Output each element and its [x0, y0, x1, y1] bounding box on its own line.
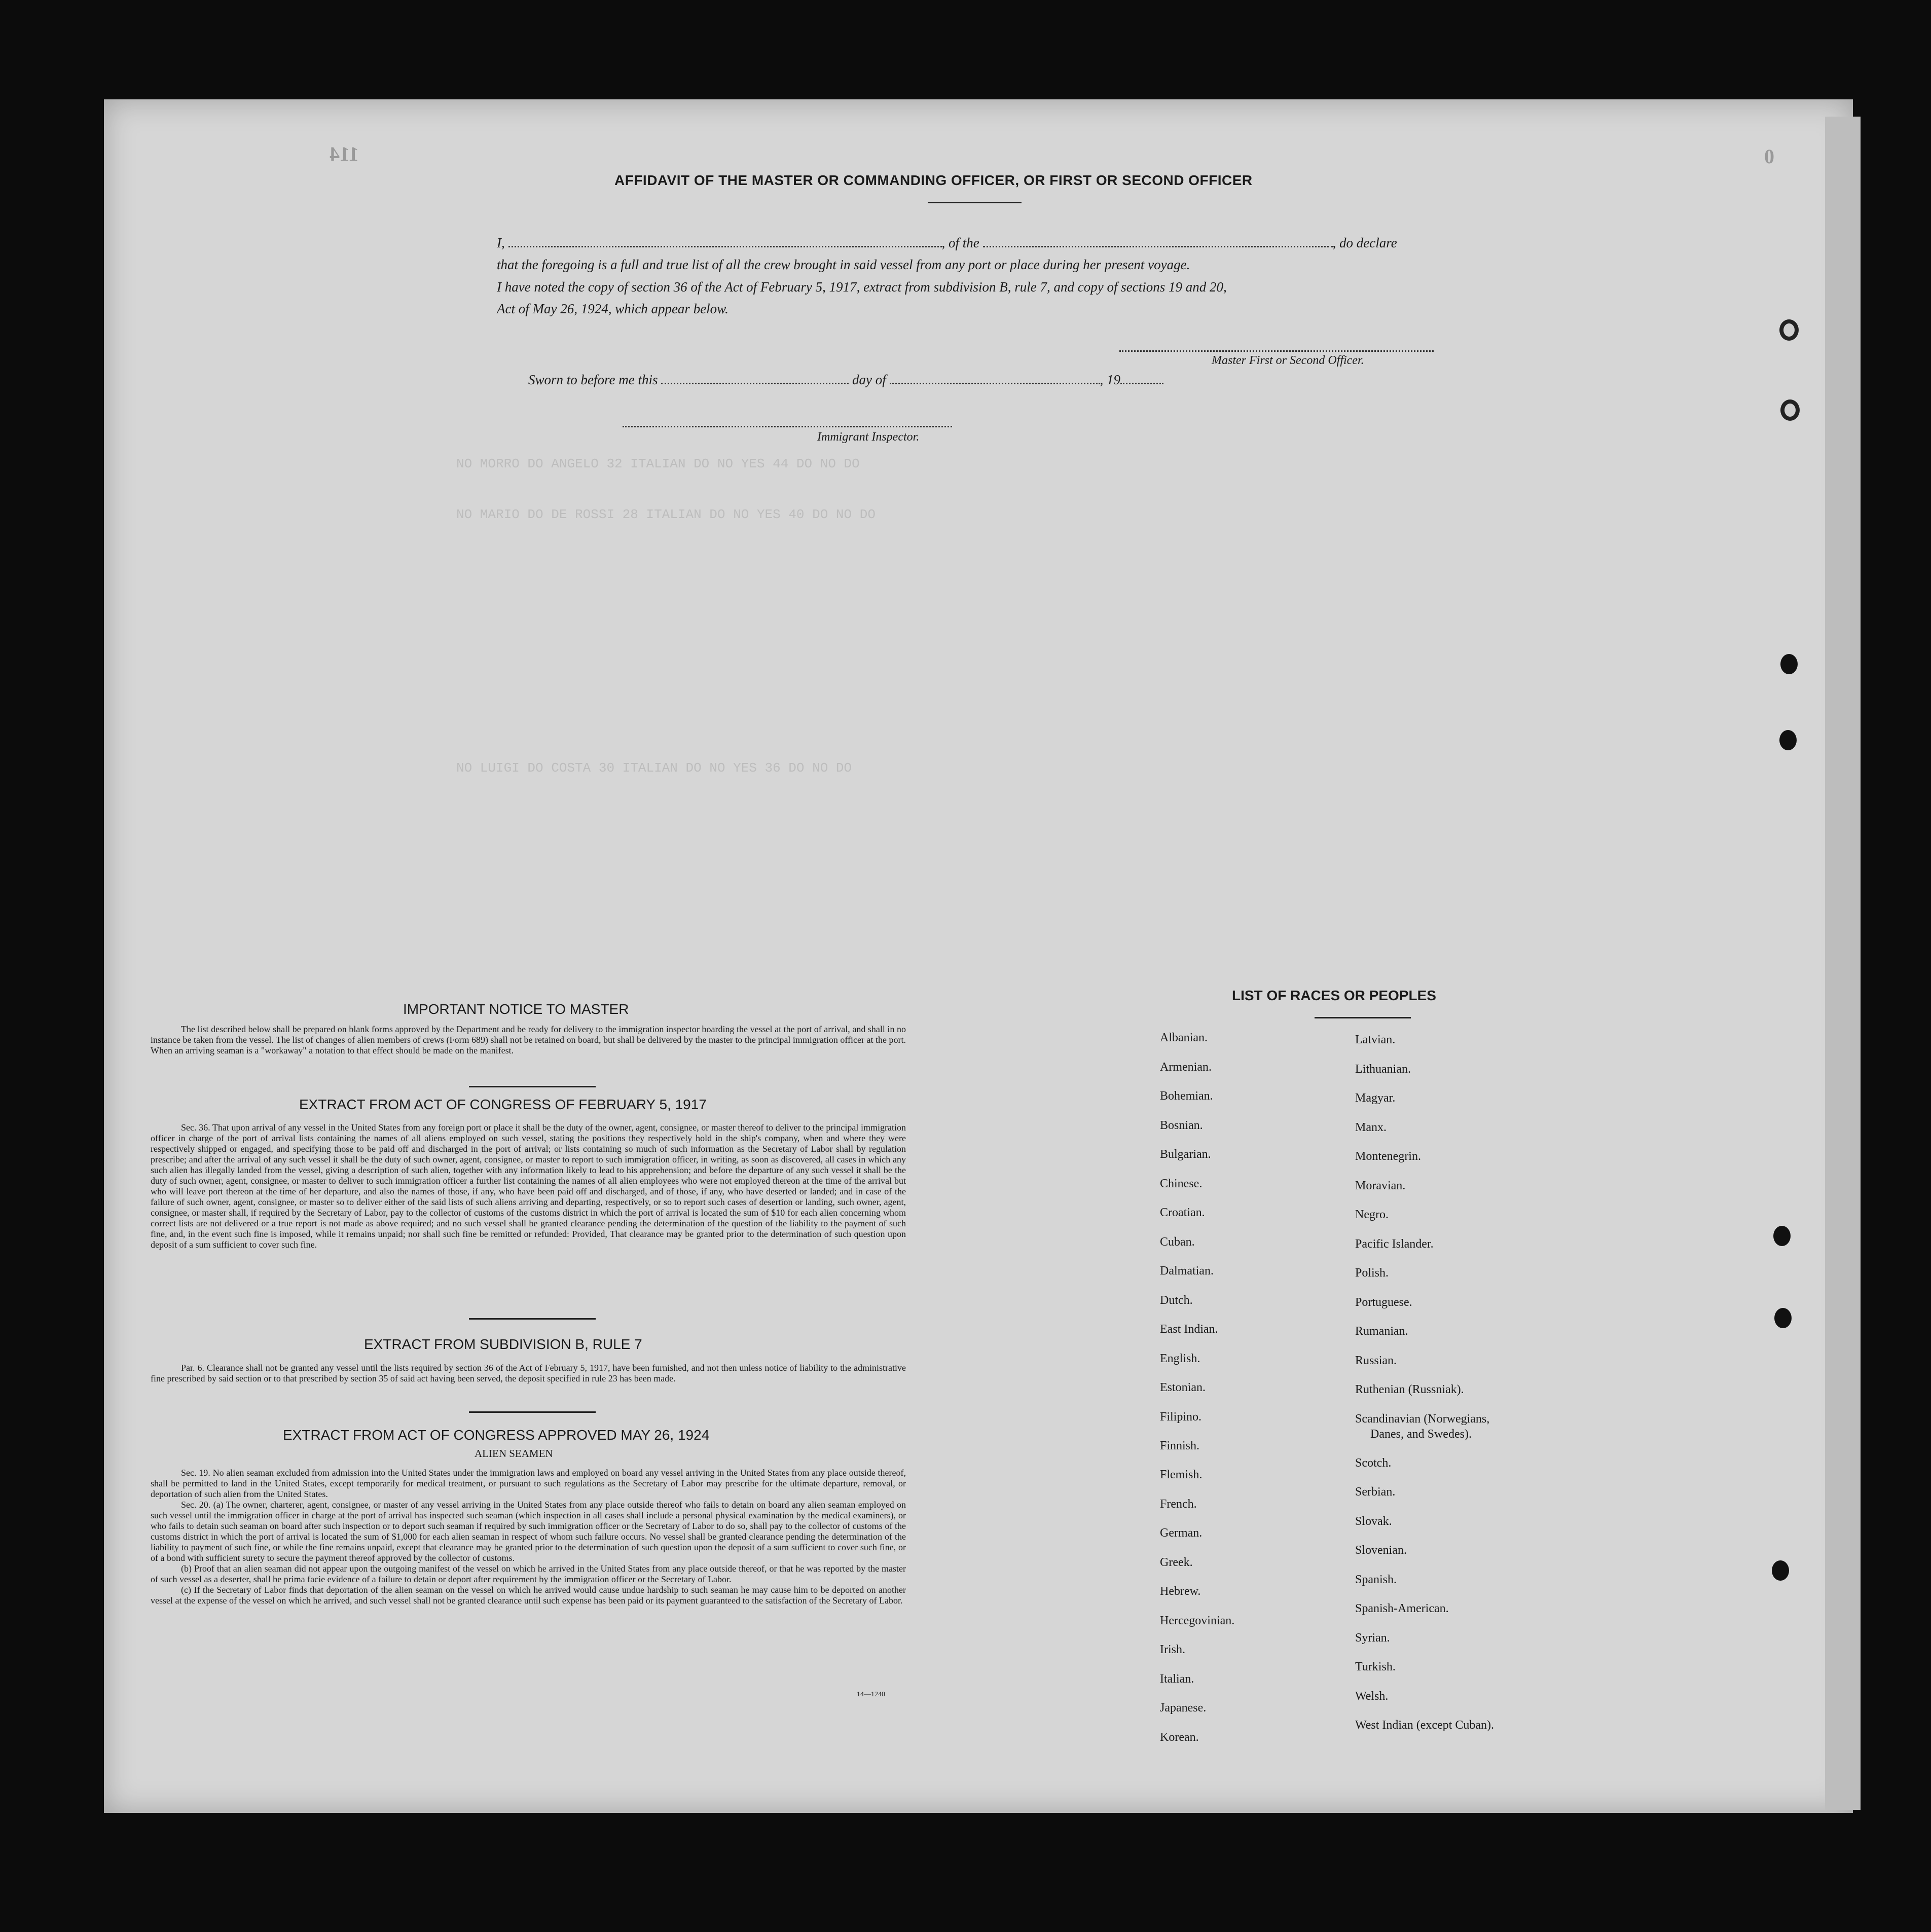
race-item: Turkish. — [1355, 1660, 1396, 1673]
race-item: Estonian. — [1160, 1381, 1206, 1394]
race-item: Dutch. — [1160, 1293, 1193, 1307]
year-prefix: , 19 — [1100, 372, 1120, 387]
sworn-text: Sworn to before me this — [528, 372, 658, 387]
divider — [469, 1411, 596, 1413]
race-item: French. — [1160, 1497, 1197, 1511]
vessel-field[interactable] — [983, 246, 1333, 247]
affidavit-declare: , do declare — [1332, 235, 1397, 250]
race-item: Manx. — [1355, 1120, 1387, 1134]
race-item: Syrian. — [1355, 1631, 1390, 1645]
races-left-column — [1160, 1031, 1234, 1760]
affidavit-title: AFFIDAVIT OF THE MASTER OR COMMANDING OFFICER, OR FIRST OR SECOND OFFICER — [614, 172, 1253, 188]
race-item: Pacific Islander. — [1355, 1237, 1434, 1251]
race-item: Rumanian. — [1355, 1325, 1408, 1338]
race-item: East Indian. — [1160, 1323, 1218, 1336]
page-edge — [1825, 117, 1861, 1810]
divider — [469, 1086, 596, 1087]
section-20b-paragraph: (b) Proof that an alien seaman did not appear upon the outgoing manifest of the vessel on which he arrived in the United States from any place outside thereof, or that he was reported by the master of such vessel as a deserter, shall be prima facie evidence of a failure to detain or deport after requirement by the immigration officer or the Secretary of Labor. — [151, 1563, 906, 1584]
punch-hole — [1780, 654, 1798, 674]
race-item: Filipino. — [1160, 1410, 1202, 1424]
signature-label: Master First or Second Officer. — [1212, 354, 1364, 367]
race-item: Ruthenian (Russniak). — [1355, 1383, 1464, 1396]
race-item: Moravian. — [1355, 1179, 1406, 1192]
name-field[interactable] — [508, 246, 942, 247]
rule-7-title: EXTRACT FROM SUBDIVISION B, RULE 7 — [364, 1336, 642, 1352]
divider — [928, 202, 1022, 203]
punch-hole — [1779, 730, 1797, 750]
race-item: Bosnian. — [1160, 1118, 1203, 1132]
affidavit-declaration-line — [497, 233, 1460, 252]
race-item: Lithuanian. — [1355, 1062, 1411, 1076]
race-item: Danes, and Swedes). — [1370, 1427, 1472, 1441]
race-item: German. — [1160, 1526, 1203, 1540]
section-19-paragraph: Sec. 19. No alien seaman excluded from admission into the United States under the immigration laws and employed on board any vessel arriving in the United States from any place outside thereof, shall be permitted to land in the United States, except temporarily for medical treatment, or pursuant to such regulations as the Secretary of Labor may prescribe for the ultimate departure, removal, or deportation of such alien from the United States. — [151, 1468, 906, 1499]
rule-7-paragraph: Par. 6. Clearance shall not be granted any vessel until the lists required by section 36 of the Act of February 5, 1917, have been furnished, and not then unless notice of liability to the administrative fine prescribed by said section or to that prescribed by section 35 of said act having been served, the deposit specified in rule 23 has been made. — [151, 1363, 906, 1383]
affidavit-line-4: Act of May 26, 1924, which appear below. — [497, 301, 728, 316]
notice-body — [151, 1024, 906, 1056]
punch-hole — [1780, 399, 1800, 421]
bleed-through-text: NO MARIO DO DE ROSSI 28 ITALIAN DO NO YES 40 DO NO DO — [456, 507, 876, 522]
bleed-through-text: NO MORRO DO ANGELO 32 ITALIAN DO NO YES 44 DO NO DO — [456, 456, 860, 471]
extract-1924-body — [151, 1468, 906, 1606]
day-of-text: day of — [852, 372, 886, 387]
inspector-label: Immigrant Inspector. — [817, 430, 920, 444]
affidavit-line-3: I have noted the copy of section 36 of the Act of February 5, 1917, extract from subdivision B, rule 7, and copy of sections 19 and 20, — [497, 279, 1227, 295]
section-20c-paragraph: (c) If the Secretary of Labor finds that deportation of the alien seaman on the vessel on which he arrived would cause undue hardship to such seaman he may cause him to be deported on another vessel at the expense of the vessel on which he arrived, and such vessel shall not be granted clearance until such expense has been paid or its payment guaranteed to the satisfaction of the Secretary of Labor. — [151, 1585, 906, 1606]
section-20a-paragraph: Sec. 20. (a) The owner, charterer, agent, consignee, or master of any vessel arriving in the United States from any place outside thereof who fails to detain on board any alien seaman employed on such vessel until the immigration officer in charge at the port of arrival has inspected such seaman (which inspection in all cases shall include a personal physical examination by the medical examiners), or who fails to detain such seaman on board after such inspection or to deport such seaman if required by such immigration officer or the Secretary of Labor to do so, shall pay to the collector of customs of the customs district in which the port of arrival is located the sum of $1,000 for each alien seaman in respect of whom such failure occurs. No vessel shall be granted clearance pending the determination of the liability to payment of such fine, or while the fine remains unpaid, except that clearance may be granted prior to the determination of such question upon the deposit of a sum sufficient to cover such fine, or of a bond with sufficient surety to secure the payment thereof approved by the collector of customs. — [151, 1500, 906, 1563]
extract-1924-title: EXTRACT FROM ACT OF CONGRESS APPROVED MAY 26, 1924 — [283, 1427, 710, 1443]
race-item: Dalmatian. — [1160, 1264, 1214, 1278]
race-item: Korean. — [1160, 1730, 1199, 1744]
alien-seamen-subtitle: ALIEN SEAMEN — [475, 1447, 553, 1460]
race-item: Hebrew. — [1160, 1585, 1201, 1598]
race-item: Scotch. — [1355, 1456, 1392, 1470]
affidavit-i: I, — [497, 235, 505, 250]
race-item: Armenian. — [1160, 1060, 1212, 1074]
race-item: West Indian (except Cuban). — [1355, 1719, 1494, 1732]
race-item: Chinese. — [1160, 1177, 1203, 1190]
sworn-day-field[interactable] — [661, 383, 849, 384]
race-item: Albanian. — [1160, 1031, 1208, 1044]
race-item: English. — [1160, 1352, 1200, 1365]
corner-mark: 0 — [1764, 145, 1774, 168]
affidavit-of-the: , of the — [941, 235, 979, 250]
race-item: Spanish. — [1355, 1573, 1397, 1586]
sworn-line — [528, 370, 1163, 389]
race-item: Japanese. — [1160, 1701, 1207, 1715]
bleed-through-text: NO LUIGI DO COSTA 30 ITALIAN DO NO YES 36 DO NO DO — [456, 760, 852, 776]
race-item: Cuban. — [1160, 1235, 1195, 1249]
race-item: Slovak. — [1355, 1514, 1392, 1528]
race-item: Flemish. — [1160, 1468, 1203, 1481]
races-right-column — [1355, 1033, 1494, 1748]
punch-hole — [1773, 1226, 1791, 1246]
notice-paragraph: The list described below shall be prepared on blank forms approved by the Department and be ready for delivery to the immigration inspector boarding the vessel at the port of arrival, and shall in no instance be taken from the vessel. The list of changes of alien members of crews (Form 689) shall not be retained on board, but shall be delivered by the master to the principal immigration officer at the port. When an arriving seaman is a "workaway" a notation to that effect should be made on the manifest. — [151, 1024, 906, 1055]
race-item: Finnish. — [1160, 1439, 1200, 1452]
race-item: Montenegrin. — [1355, 1150, 1421, 1163]
race-item: Magyar. — [1355, 1091, 1396, 1105]
race-item: Croatian. — [1160, 1206, 1205, 1219]
punch-hole — [1772, 1560, 1789, 1581]
race-item: Latvian. — [1355, 1033, 1396, 1046]
punch-hole — [1774, 1308, 1792, 1328]
race-item: Portuguese. — [1355, 1295, 1412, 1309]
race-item: Greek. — [1160, 1555, 1193, 1569]
race-item: Slovenian. — [1355, 1544, 1407, 1557]
divider — [469, 1318, 596, 1320]
punch-hole — [1779, 319, 1799, 341]
race-item: Irish. — [1160, 1643, 1185, 1656]
race-item: Polish. — [1355, 1266, 1389, 1280]
race-item: Negro. — [1355, 1208, 1389, 1221]
notice-title: IMPORTANT NOTICE TO MASTER — [403, 1001, 629, 1017]
race-item: Serbian. — [1355, 1485, 1396, 1499]
race-item: Italian. — [1160, 1672, 1194, 1686]
form-number: 14—1240 — [857, 1691, 885, 1698]
sworn-year-field[interactable] — [1120, 383, 1163, 384]
races-title: LIST OF RACES OR PEOPLES — [1232, 988, 1436, 1003]
race-item: Bulgarian. — [1160, 1148, 1211, 1161]
affidavit-line-2: that the foregoing is a full and true list of all the crew brought in said vessel from any port or place during her present voyage. — [497, 257, 1190, 272]
sworn-month-field[interactable] — [890, 383, 1100, 384]
race-item: Hercegovinian. — [1160, 1614, 1235, 1627]
race-item: Russian. — [1355, 1354, 1397, 1367]
rule-7-body — [151, 1363, 906, 1384]
extract-1917-title: EXTRACT FROM ACT OF CONGRESS OF FEBRUARY 5, 1917 — [299, 1097, 707, 1112]
race-item: Bohemian. — [1160, 1089, 1213, 1103]
race-item: Scandinavian (Norwegians, — [1355, 1412, 1490, 1426]
race-item: Spanish-American. — [1355, 1602, 1449, 1615]
race-item: Welsh. — [1355, 1689, 1389, 1703]
handwritten-page-number: 114 — [330, 142, 359, 165]
extract-1917-body — [151, 1122, 906, 1250]
section-36-paragraph: Sec. 36. That upon arrival of any vessel in the United States from any foreign port or place it shall be the duty of the owner, agent, consignee, or master thereof to deliver to the principal immigration officer in charge of the port of arrival lists containing the names of all aliens employed on such vessel, stating the positions they respectively hold in the ship's company, when and where they were respectively shipped or engaged, and specifying those to be paid off and discharged in the port of arrival; or lists containing so much of such information as the Secretary of Labor shall by regulation prescribe; and after the arrival of any such vessel it shall be the duty of such owner, agent, consignee, or master to report to such immigration officer, in writing, as soon as discovered, all cases in which any such alien has illegally landed from the vessel, giving a description of such alien, together with any information likely to lead to his apprehension; and before the departure of any such vessel it shall be the duty of such owner, agent, consignee, or master to deliver to such immigration officer a further list containing the names of all alien employees who were not employed thereon at the time of the arrival but who will leave port thereon at the time of her departure, and also the names of those, if any, who have been paid off and discharged, and of those, if any, who have deserted or landed; and in case of the failure of such owner, agent, consignee, or master so to deliver either of the said lists of such aliens arriving and departing, respectively, or so to report such cases of desertion or landing, such owner, agent, consignee, or master shall, if required by the Secretary of Labor, pay to the collector of customs of the customs district in which the port of arrival is located the sum of $10 for each alien concerning whom correct lists are not delivered or a true report is not made as above required; and no such vessel shall be granted clearance pending the determination of the question of the liability to the payment of such fine, and, in the event such fine is imposed, while it remains unpaid; nor shall such fine be remitted or refunded: Provided, That clearance may be granted prior to the determination of such question upon deposit of a sum sufficient to cover such fine. — [151, 1122, 906, 1250]
divider — [1315, 1017, 1411, 1018]
